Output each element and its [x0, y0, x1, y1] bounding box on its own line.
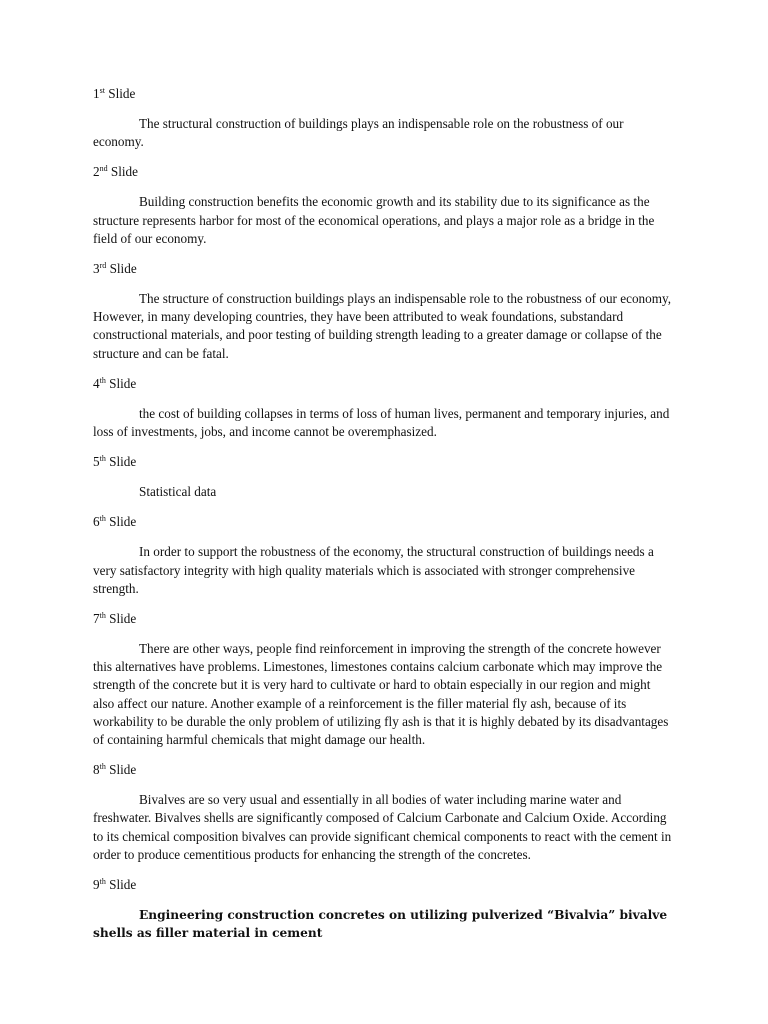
- slide-2-text: Building construction benefits the economic growth and its stability due to its significance as the structure represents harbor for most of the economical operations, and plays a major role as a bridge in the field of our economy.: [93, 194, 655, 246]
- document-page: [93, 86, 673, 943]
- slide-3-heading: 3rd Slide: [93, 261, 137, 277]
- slide-6-text: In order to support the robustness of the economy, the structural construction of buildings needs a very satisfactory integrity with high quality materials which is associated with stronger comprehensive strength.: [93, 544, 654, 596]
- slide-9-heading: 9th Slide: [93, 877, 137, 893]
- slide-7-text: There are other ways, people find reinforcement in improving the strength of the concrete however this alternatives have problems. Limestones, limestones contains calcium carbonate which may improve the strength of the concrete but it is very hard to cultivate or hard to obtain especially in our region and might also affect our nature. Another example of a reinforcement is the filler material fly ash, because of its workability to be durable the only problem of utilizing fly ash is that it is highly debated by its disadvantages of containing harmful chemicals that might damage our health.: [93, 641, 669, 748]
- slide-2-heading: 2nd Slide: [93, 164, 138, 180]
- slide-3-text: The structure of construction buildings plays an indispensable role to the robustness of our economy, However, in many developing countries, they have been attributed to weak foundations, substandard constructional materials, and poor testing of building strength leading to a greater damage or collapse of the structure and can be fatal.: [93, 291, 672, 361]
- slide-1-heading: 1st Slide: [93, 86, 136, 101]
- slide-5-heading: 5th Slide: [93, 454, 137, 470]
- slide-6-heading: 6th Slide: [93, 514, 137, 530]
- slide-8-text: Bivalves are so very usual and essentially in all bodies of water including marine water and freshwater. Bivalves shells are significantly composed of Calcium Carbonate and Calcium Oxide. According to its chemical composition bivalves can provide significant chemical components to react with the cement in order to produce cementitious products for enhancing the strength of the concretes.: [93, 792, 672, 862]
- slide-4-text: the cost of building collapses in terms of loss of human lives, permanent and temporary injuries, and loss of investments, jobs, and income cannot be overemphasized.: [93, 405, 670, 440]
- slide-1-text: The structural construction of buildings plays an indispensable role on the robustness of our economy.: [93, 116, 624, 150]
- slide-4-heading: 4th Slide: [93, 375, 137, 391]
- slide-9-title: Engineering construction concretes on utilizing pulverized “Bivalvia” bivalve shells as filler material in cement: [93, 908, 668, 941]
- slide-5-text: Statistical data: [139, 484, 217, 500]
- slide-8-heading: 8th Slide: [93, 762, 137, 778]
- slide-7-heading: 7th Slide: [93, 611, 137, 627]
